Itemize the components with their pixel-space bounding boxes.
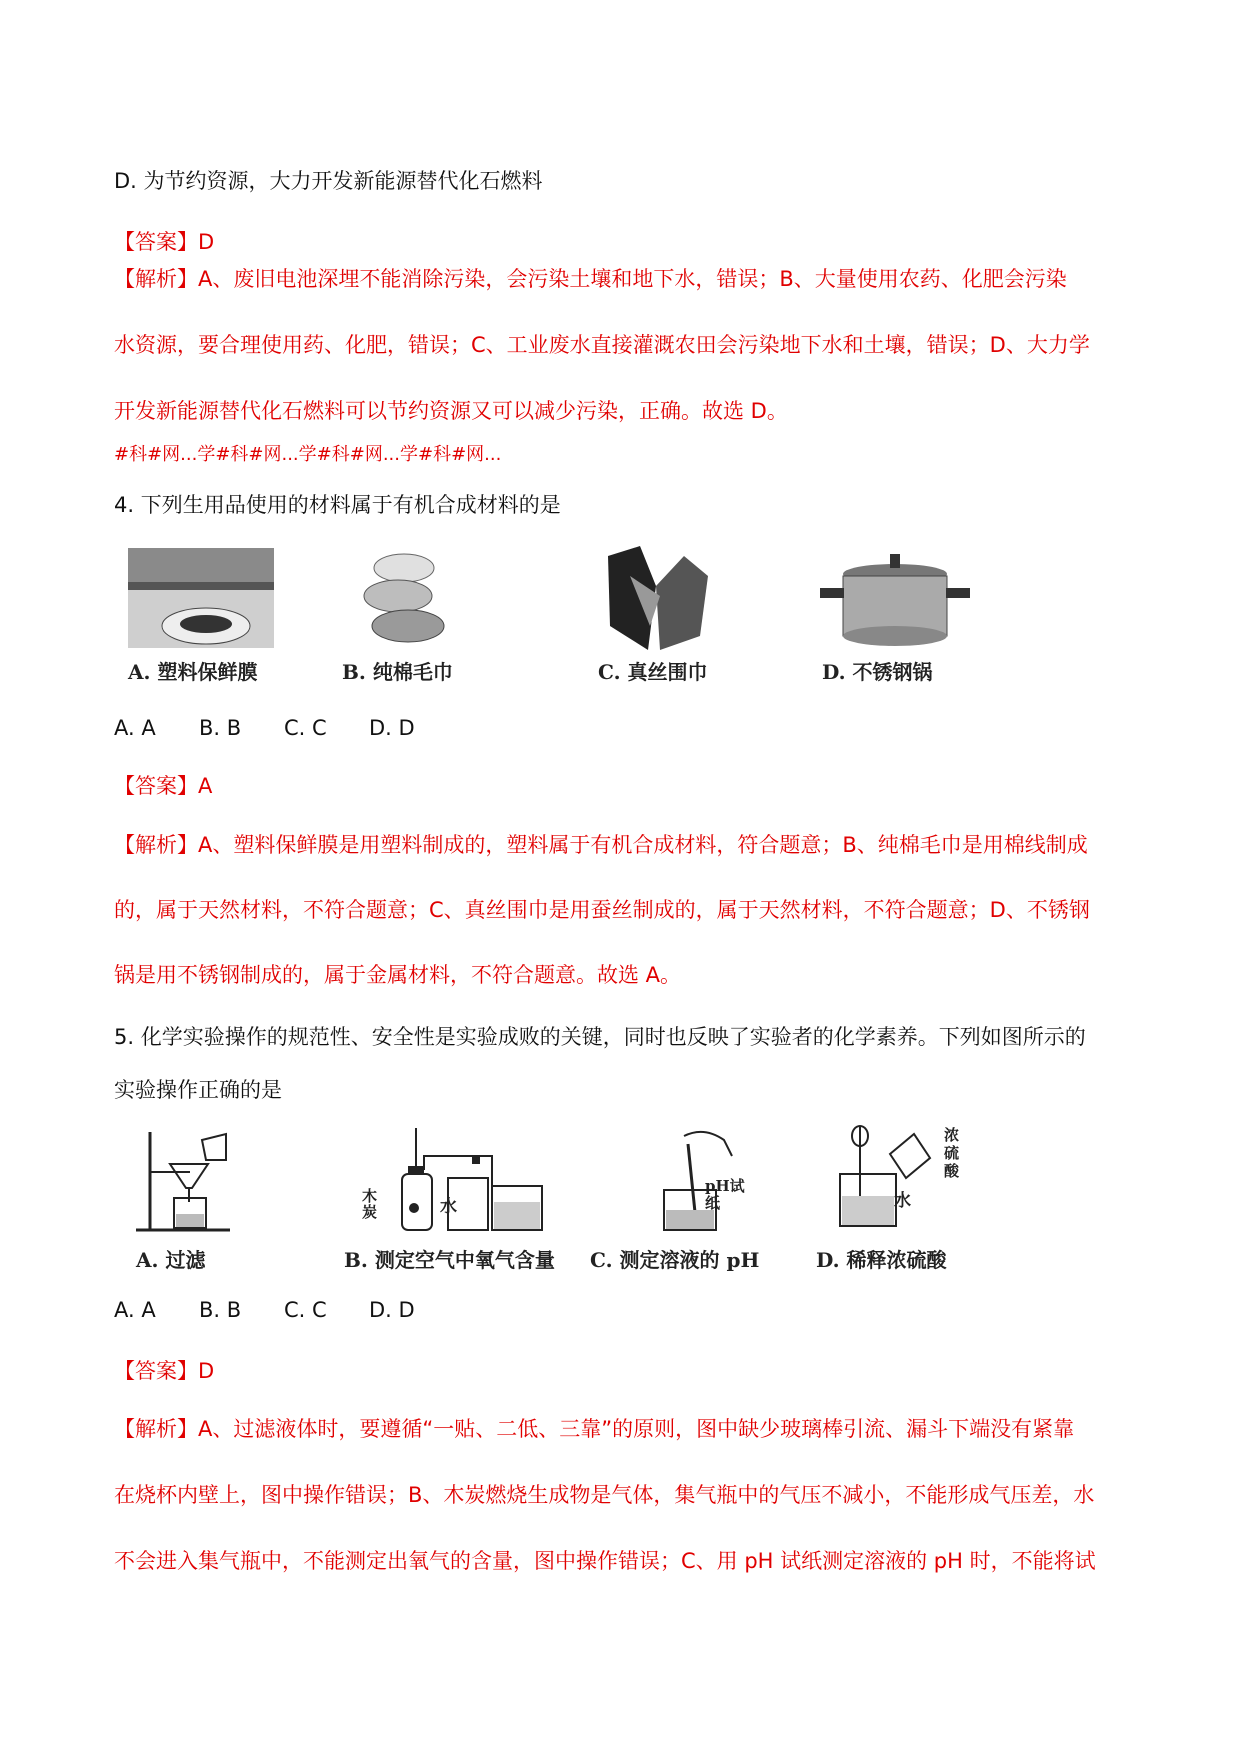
stainless-pot-image: [820, 544, 970, 658]
q4-question: 4. 下列生用品使用的材料属于有机合成材料的是: [114, 493, 561, 517]
q4-answer: 【答案】A: [114, 774, 213, 798]
q4-option-b[interactable]: B. B: [199, 716, 242, 740]
q5-answer: 【答案】D: [114, 1359, 215, 1383]
cotton-towel-image: [358, 548, 450, 648]
oxygen-content-apparatus-image: [368, 1126, 578, 1234]
q5-analysis-line-2: 在烧杯内壁上，图中操作错误；B、木炭燃烧生成物是气体，集气瓶中的气压不减小，不能形成气压差，水: [114, 1483, 1095, 1507]
q4-caption-a: A. 塑料保鲜膜: [128, 660, 258, 684]
q5-analysis-line-1: 【解析】A、过滤液体时，要遵循“一贴、二低、三靠”的原则，图中缺少玻璃棒引流、漏斗下端没有紧靠: [114, 1417, 1075, 1441]
q4-caption-c: C. 真丝围巾: [598, 660, 708, 684]
q5-option-d[interactable]: D. D: [369, 1298, 415, 1322]
q5-caption-c: C. 测定溶液的 pH: [590, 1248, 760, 1272]
q4-analysis-line-3: 锅是用不锈钢制成的，属于金属材料，不符合题意。故选 A。: [114, 963, 682, 987]
q5-option-b[interactable]: B. B: [199, 1298, 242, 1322]
q4-option-d[interactable]: D. D: [369, 716, 415, 740]
q4-analysis-line-1: 【解析】A、塑料保鲜膜是用塑料制成的，塑料属于有机合成材料，符合题意；B、纯棉毛巾是用棉线制成: [114, 833, 1088, 857]
water-label-d: 水: [894, 1191, 911, 1211]
q4-option-a[interactable]: A. A: [114, 716, 156, 740]
dilute-acid-apparatus-image: [830, 1124, 960, 1234]
q3-analysis-line-1: 【解析】A、废旧电池深埋不能消除污染，会污染土壤和地下水，错误；B、大量使用农药、化肥会污染: [114, 267, 1067, 291]
acid-label: 浓硫酸: [944, 1126, 960, 1180]
q4-caption-d: D. 不锈钢锅: [822, 660, 933, 684]
ph-paper-label: pH试纸: [705, 1177, 745, 1212]
q3-option-d: D. 为节约资源，大力开发新能源替代化石燃料: [114, 169, 543, 193]
q5-options: [114, 1298, 454, 1322]
plastic-wrap-image: [128, 548, 274, 648]
q5-option-a[interactable]: A. A: [114, 1298, 156, 1322]
watermark-text: #科#网...学#科#网...学#科#网...学#科#网...: [114, 444, 502, 465]
q5-caption-d: D. 稀释浓硫酸: [816, 1248, 947, 1272]
filtration-apparatus-image: [130, 1128, 240, 1234]
q3-analysis-line-3: 开发新能源替代化石燃料可以节约资源又可以减少污染，正确。故选 D。: [114, 399, 788, 423]
q4-analysis-line-2: 的，属于天然材料，不符合题意；C、真丝围巾是用蚕丝制成的，属于天然材料，不符合题意；D、不锈钢: [114, 898, 1090, 922]
q4-option-c[interactable]: C. C: [284, 716, 327, 740]
q5-option-c[interactable]: C. C: [284, 1298, 327, 1322]
q3-answer: 【答案】D: [114, 230, 215, 254]
q5-question-line-1: 5. 化学实验操作的规范性、安全性是实验成败的关键，同时也反映了实验者的化学素养。下列如图所示的: [114, 1025, 1086, 1049]
q4-caption-b: B. 纯棉毛巾: [342, 660, 453, 684]
q5-analysis-line-3: 不会进入集气瓶中，不能测定出氧气的含量，图中操作错误；C、用 pH 试纸测定溶液的 pH 时，不能将试: [114, 1549, 1096, 1573]
charcoal-label: 木炭: [362, 1187, 378, 1221]
q5-caption-a: A. 过滤: [136, 1248, 206, 1272]
water-label-b: 水: [440, 1197, 457, 1217]
q5-question-line-2: 实验操作正确的是: [114, 1078, 282, 1102]
q4-options: [114, 716, 454, 740]
silk-scarf-image: [600, 546, 712, 654]
q5-caption-b: B. 测定空气中氧气含量: [344, 1248, 555, 1272]
q3-analysis-line-2: 水资源，要合理使用药、化肥，错误；C、工业废水直接灌溉农田会污染地下水和土壤，错误；D、大力学: [114, 333, 1090, 357]
